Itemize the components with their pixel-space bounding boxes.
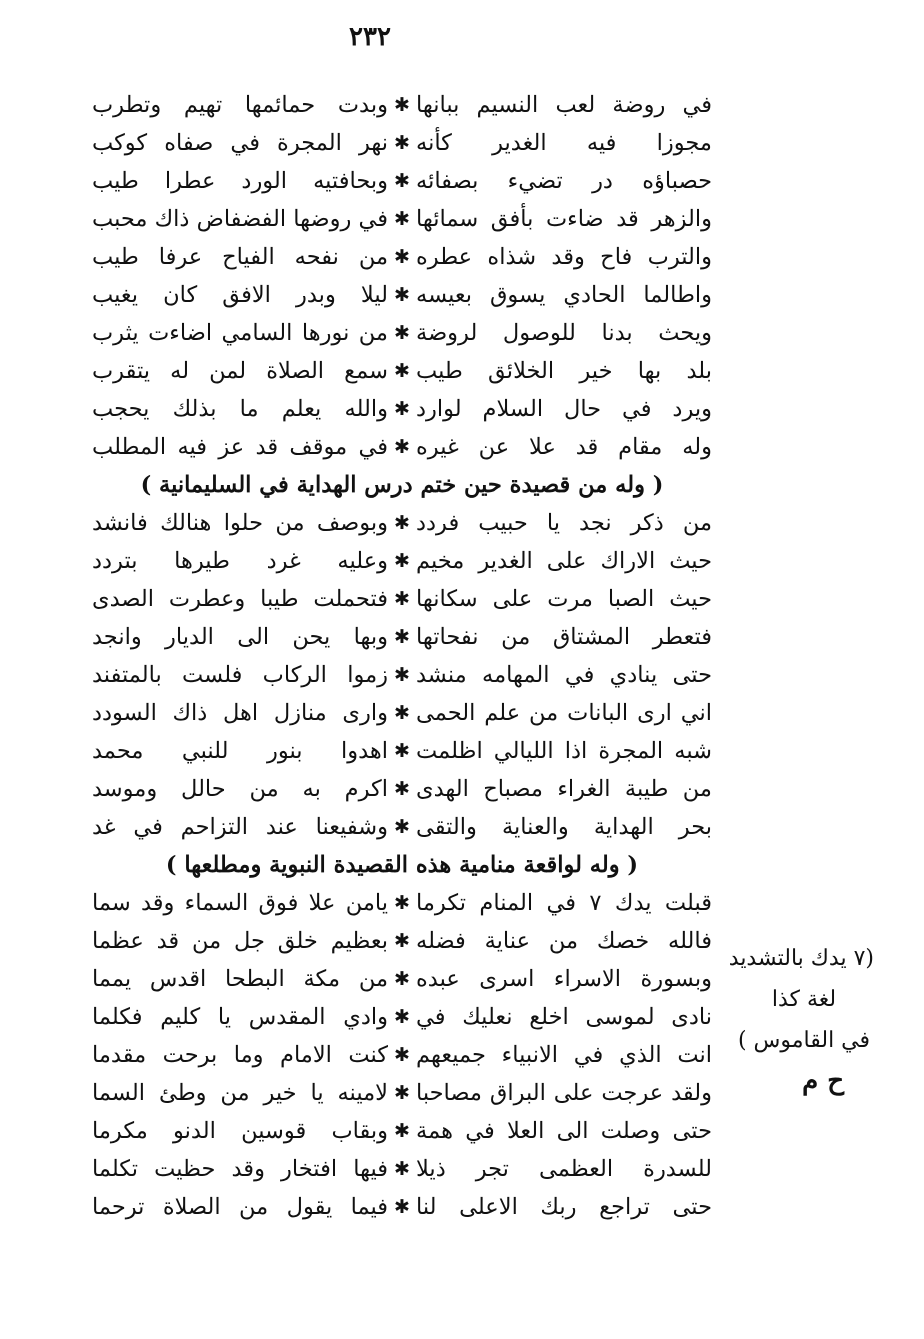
margin-note-line: (٧ يدك بالتشديد bbox=[728, 946, 874, 971]
verse-line bbox=[92, 694, 712, 732]
first-hemistich: اني ارى البانات من علم الحمى bbox=[416, 700, 712, 726]
first-hemistich: واطالما الحادي يسوق بعيسه bbox=[416, 282, 712, 308]
second-hemistich: وبها يحن الى الديار وانجد bbox=[92, 624, 388, 650]
first-hemistich: حتى وصلت الى العلا في همة bbox=[416, 1118, 712, 1144]
verse-separator-icon: ✱ bbox=[394, 1120, 410, 1142]
verse-separator-icon: ✱ bbox=[394, 664, 410, 686]
first-hemistich: نادى لموسى اخلع نعليك في bbox=[416, 1004, 712, 1030]
verse-separator-icon: ✱ bbox=[394, 208, 410, 230]
verse-line bbox=[92, 390, 712, 428]
first-hemistich: فتعطر المشتاق من نفحاتها bbox=[416, 624, 712, 650]
second-hemistich: كنت الامام وما برحت مقدما bbox=[92, 1042, 388, 1068]
verse-separator-icon: ✱ bbox=[394, 1082, 410, 1104]
verse-line bbox=[92, 770, 712, 808]
second-hemistich: وبوصف من حلوا هنالك فانشد bbox=[92, 510, 388, 536]
verse-line bbox=[92, 884, 712, 922]
verse-separator-icon: ✱ bbox=[394, 360, 410, 382]
verse-line bbox=[92, 656, 712, 694]
verse-separator-icon: ✱ bbox=[394, 1196, 410, 1218]
verse-line bbox=[92, 1074, 712, 1112]
verse-separator-icon: ✱ bbox=[394, 94, 410, 116]
section-heading: ( وله لواقعة منامية هذه القصيدة النبوية ومطلعها ) bbox=[165, 852, 639, 878]
verse-line bbox=[92, 238, 712, 276]
verse-line bbox=[92, 86, 712, 124]
first-hemistich: حتى تراجع ربك الاعلى لنا bbox=[416, 1194, 712, 1220]
second-hemistich: لامينه يا خير من وطئ السما bbox=[92, 1080, 388, 1106]
verse-line bbox=[92, 1150, 712, 1188]
verse-separator-icon: ✱ bbox=[394, 436, 410, 458]
verse-line bbox=[92, 124, 712, 162]
verse-line bbox=[92, 314, 712, 352]
verse-separator-icon: ✱ bbox=[394, 1044, 410, 1066]
first-hemistich: ويرد في حال السلام لوارد bbox=[416, 396, 712, 422]
verse-separator-icon: ✱ bbox=[394, 702, 410, 724]
verse-line bbox=[92, 922, 712, 960]
second-hemistich: وارى منازل اهل ذاك السودد bbox=[92, 700, 388, 726]
verse-separator-icon: ✱ bbox=[394, 550, 410, 572]
margin-note-line: في القاموس ) bbox=[737, 1028, 871, 1053]
verse-line bbox=[92, 618, 712, 656]
verse-separator-icon: ✱ bbox=[394, 740, 410, 762]
verse-line bbox=[92, 808, 712, 846]
second-hemistich: نهر المجرة في صفاه كوكب bbox=[92, 130, 388, 156]
first-hemistich: انت الذي في الانبياء جميعهم bbox=[416, 1042, 712, 1068]
verse-line bbox=[92, 732, 712, 770]
first-hemistich: بلد بها خير الخلائق طيب bbox=[416, 358, 712, 384]
first-hemistich: في روضة لعب النسيم ببانها bbox=[416, 92, 712, 118]
second-hemistich: اكرم به من حالل وموسد bbox=[92, 776, 388, 802]
second-hemistich: يامن علا فوق السماء وقد سما bbox=[92, 890, 388, 916]
second-hemistich: وشفيعنا عند التزاحم في غد bbox=[92, 814, 388, 840]
second-hemistich: سمع الصلاة لمن له يتقرب bbox=[92, 358, 388, 384]
second-hemistich: زموا الركاب فلست بالمتفند bbox=[92, 662, 388, 688]
verse-separator-icon: ✱ bbox=[394, 968, 410, 990]
verse-line bbox=[92, 1188, 712, 1226]
verse-separator-icon: ✱ bbox=[394, 322, 410, 344]
verse-line bbox=[92, 1036, 712, 1074]
first-hemistich: من ذكر نجد يا حبيب فردد bbox=[416, 510, 712, 536]
second-hemistich: في موقف قد عز فيه المطلب bbox=[92, 434, 388, 460]
second-hemistich: من نورها السامي اضاءت يثرب bbox=[92, 320, 388, 346]
second-hemistich: فيها افتخار وقد حظيت تكلما bbox=[92, 1156, 388, 1182]
first-hemistich: حيث الاراك على الغدير مخيم bbox=[416, 548, 712, 574]
first-hemistich: شبه المجرة اذا الليالي اظلمت bbox=[416, 738, 712, 764]
verse-line bbox=[92, 580, 712, 618]
second-hemistich: في روضها الفضفاض ذاك محبب bbox=[92, 206, 388, 232]
verse-line bbox=[92, 542, 712, 580]
second-hemistich: والله يعلم ما بذلك يحجب bbox=[92, 396, 388, 422]
verse-line bbox=[92, 1112, 712, 1150]
verse-line bbox=[92, 162, 712, 200]
first-hemistich: والترب فاح وقد شذاه عطره bbox=[416, 244, 712, 270]
verse-separator-icon: ✱ bbox=[394, 1006, 410, 1028]
verse-separator-icon: ✱ bbox=[394, 588, 410, 610]
first-hemistich: ولقد عرجت على البراق مصاحبا bbox=[416, 1080, 712, 1106]
verse-separator-icon: ✱ bbox=[394, 626, 410, 648]
verse-separator-icon: ✱ bbox=[394, 132, 410, 154]
margin-note-line: لغة كذا bbox=[771, 987, 837, 1012]
first-hemistich: حيث الصبا مرت على سكانها bbox=[416, 586, 712, 612]
verse-line bbox=[92, 998, 712, 1036]
section-heading: ( وله من قصيدة حين ختم درس الهداية في السليمانية ) bbox=[140, 472, 664, 498]
first-hemistich: فالله خصك من عناية فضله bbox=[416, 928, 712, 954]
second-hemistich: بعظيم خلق جل من قد عظما bbox=[92, 928, 388, 954]
second-hemistich: وادي المقدس يا كليم فكلما bbox=[92, 1004, 388, 1030]
verse-separator-icon: ✱ bbox=[394, 284, 410, 306]
second-hemistich: وبدت حمائمها تهيم وتطرب bbox=[92, 92, 388, 118]
verse-separator-icon: ✱ bbox=[394, 778, 410, 800]
second-hemistich: اهدوا بنور للنبي محمد bbox=[92, 738, 388, 764]
verse-separator-icon: ✱ bbox=[394, 930, 410, 952]
verse-separator-icon: ✱ bbox=[394, 246, 410, 268]
margin-note bbox=[728, 938, 874, 1102]
first-hemistich: والزهر قد ضاءت بأفق سمائها bbox=[416, 206, 712, 232]
poem-column bbox=[92, 86, 712, 1226]
first-hemistich: قبلت يدك ٧ في المنام تكرما bbox=[416, 890, 712, 916]
first-hemistich: من طيبة الغراء مصباح الهدى bbox=[416, 776, 712, 802]
second-hemistich: ليلا وبدر الافق كان يغيب bbox=[92, 282, 388, 308]
verse-separator-icon: ✱ bbox=[394, 398, 410, 420]
verse-separator-icon: ✱ bbox=[394, 892, 410, 914]
verse-separator-icon: ✱ bbox=[394, 1158, 410, 1180]
second-hemistich: وبحافتيه الورد عطرا طيب bbox=[92, 168, 388, 194]
verse-line bbox=[92, 200, 712, 238]
first-hemistich: ويحث بدنا للوصول لروضة bbox=[416, 320, 712, 346]
verse-line bbox=[92, 428, 712, 466]
first-hemistich: حتى ينادي في المهامه منشد bbox=[416, 662, 712, 688]
margin-note-code: ح م bbox=[802, 1066, 844, 1096]
verse-line bbox=[92, 352, 712, 390]
verse-separator-icon: ✱ bbox=[394, 816, 410, 838]
verse-line bbox=[92, 960, 712, 998]
second-hemistich: وبقاب قوسين الدنو مكرما bbox=[92, 1118, 388, 1144]
page-number: ٢٣٢ bbox=[349, 22, 391, 52]
second-hemistich: فتحملت طيبا وعطرت الصدى bbox=[92, 586, 388, 612]
verse-separator-icon: ✱ bbox=[394, 170, 410, 192]
first-hemistich: للسدرة العظمى تجر ذيلا bbox=[416, 1156, 712, 1182]
second-hemistich: فيما يقول من الصلاة ترحما bbox=[92, 1194, 388, 1220]
second-hemistich: من نفحه الفياح عرفا طيب bbox=[92, 244, 388, 270]
verse-line bbox=[92, 276, 712, 314]
first-hemistich: حصباؤه در تضيء بصفائه bbox=[416, 168, 712, 194]
second-hemistich: وعليه غرد طيرها بتردد bbox=[92, 548, 388, 574]
first-hemistich: مجوزا فيه الغدير كأنه bbox=[416, 130, 712, 156]
second-hemistich: من مكة البطحا اقدس يمما bbox=[92, 966, 388, 992]
first-hemistich: وبسورة الاسراء اسرى عبده bbox=[416, 966, 712, 992]
verse-line bbox=[92, 504, 712, 542]
first-hemistich: بحر الهداية والعناية والتقى bbox=[416, 814, 712, 840]
verse-separator-icon: ✱ bbox=[394, 512, 410, 534]
first-hemistich: وله مقام قد علا عن غيره bbox=[416, 434, 712, 460]
